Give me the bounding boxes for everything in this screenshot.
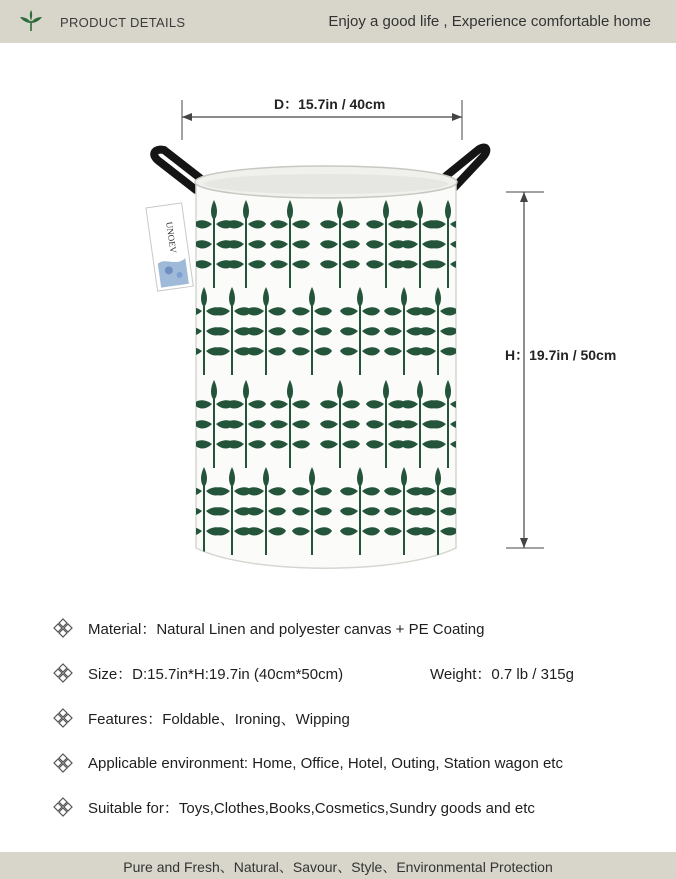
- header-title: PRODUCT DETAILS: [60, 15, 186, 30]
- header-slogan: Enjoy a good life , Experience comfortable home: [328, 13, 651, 30]
- tag-brand-text: UNOEV: [164, 221, 179, 254]
- diamond-petals-icon: [52, 617, 74, 639]
- spec-environment: [52, 752, 563, 774]
- footer-text: Pure and Fresh、Natural、Savour、Style、Environmental Protection: [123, 859, 553, 875]
- height-label: H：19.7in / 50cm: [505, 347, 617, 363]
- spec-material: [52, 617, 484, 639]
- spec-features: [52, 707, 350, 729]
- footer-bar: [0, 852, 676, 879]
- left-handle: [154, 150, 200, 190]
- diamond-petals-icon: [52, 752, 74, 774]
- spec-suitable: [52, 796, 535, 818]
- diameter-label: D：15.7in / 40cm: [274, 96, 386, 112]
- spec-weight: Weight：0.7 lb / 315g: [430, 665, 574, 683]
- diamond-petals-icon: [52, 707, 74, 729]
- spec-text: Suitable for：Toys,Clothes,Books,Cosmetics,Sundry goods and etc: [88, 799, 535, 817]
- spec-text: Size：D:15.7in*H:19.7in (40cm*50cm): [88, 665, 344, 683]
- hang-tag: [146, 203, 193, 291]
- spec-text: Applicable environment: Home, Office, Hotel, Outing, Station wagon etc: [88, 754, 563, 772]
- spec-size: [52, 662, 574, 684]
- spec-text: Material：Natural Linen and polyester canvas + PE Coating: [88, 620, 485, 638]
- spec-text: Features：Foldable、Ironing、Wipping: [88, 710, 350, 728]
- diamond-petals-icon: [52, 796, 74, 818]
- diamond-petals-icon: [52, 662, 74, 684]
